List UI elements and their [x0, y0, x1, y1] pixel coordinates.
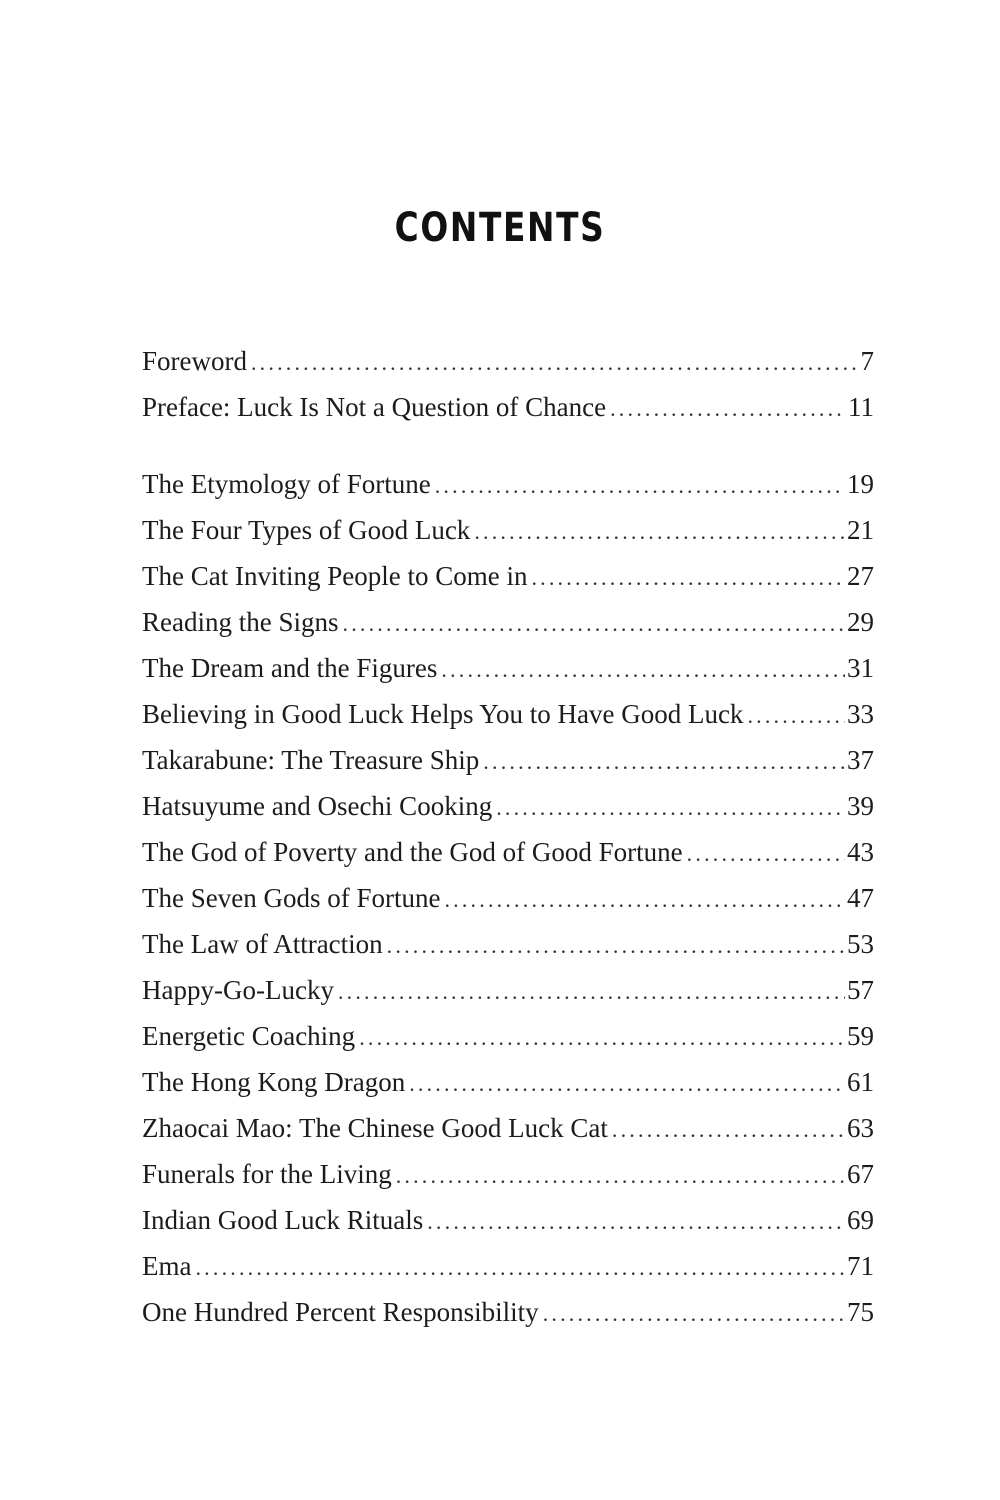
toc-entry-title: The Four Types of Good Luck	[142, 515, 471, 545]
toc-entry-title: Hatsuyume and Osechi Cooking	[142, 791, 493, 821]
toc-entry-page: 31	[847, 653, 874, 683]
toc-entry[interactable]	[142, 783, 874, 829]
toc-entry[interactable]	[142, 1197, 874, 1243]
dot-leader	[610, 386, 846, 430]
toc-entry-title: The Hong Kong Dragon	[142, 1067, 406, 1097]
toc-entry[interactable]	[142, 1059, 874, 1105]
toc-entry-title: Zhaocai Mao: The Chinese Good Luck Cat	[142, 1113, 608, 1143]
dot-leader	[531, 555, 845, 599]
toc-entry-title: Funerals for the Living	[142, 1159, 392, 1189]
toc-entry-title: Takarabune: The Treasure Ship	[142, 745, 480, 775]
dot-leader	[427, 1199, 845, 1243]
toc-entry[interactable]	[142, 645, 874, 691]
toc-entry[interactable]	[142, 875, 874, 921]
dot-leader	[612, 1107, 845, 1151]
toc-entry-page: 53	[847, 929, 874, 959]
toc-entry-page: 11	[848, 392, 874, 422]
toc-entry[interactable]	[142, 384, 874, 430]
toc-entry-page: 7	[860, 346, 874, 376]
toc-entry-title: The God of Poverty and the God of Good Fortune	[142, 837, 683, 867]
toc-entry-title: The Seven Gods of Fortune	[142, 883, 441, 913]
toc-entry-page: 29	[847, 607, 874, 637]
dot-leader	[343, 601, 846, 645]
toc-entry[interactable]	[142, 829, 874, 875]
toc-entry-page: 43	[847, 837, 874, 867]
dot-leader	[338, 969, 845, 1013]
toc-entry-page: 69	[847, 1205, 874, 1235]
toc-entry-title: Ema	[142, 1251, 192, 1281]
toc-entry[interactable]	[142, 599, 874, 645]
toc-entry-page: 47	[847, 883, 874, 913]
toc-entry-page: 71	[847, 1251, 874, 1281]
toc-entry-page: 33	[847, 699, 874, 729]
dot-leader	[195, 1245, 845, 1289]
dot-leader	[444, 877, 845, 921]
toc-entry[interactable]	[142, 1013, 874, 1059]
toc-entry[interactable]	[142, 1243, 874, 1289]
toc-front-matter	[142, 338, 874, 430]
dot-leader	[687, 831, 845, 875]
toc-entry[interactable]	[142, 1289, 874, 1335]
toc-entry-page: 27	[847, 561, 874, 591]
toc-entry[interactable]	[142, 461, 874, 507]
toc-entry-title: The Dream and the Figures	[142, 653, 438, 683]
toc-entry[interactable]	[142, 691, 874, 737]
dot-leader	[543, 1291, 845, 1335]
dot-leader	[409, 1061, 845, 1105]
toc-entry-page: 37	[847, 745, 874, 775]
toc-entry-page: 57	[847, 975, 874, 1005]
toc-entry[interactable]	[142, 921, 874, 967]
toc-entry-page: 59	[847, 1021, 874, 1051]
dot-leader	[483, 739, 845, 783]
toc-entry-title: Happy-Go-Lucky	[142, 975, 334, 1005]
toc-entry[interactable]	[142, 1151, 874, 1197]
toc-entry-title: Reading the Signs	[142, 607, 339, 637]
toc-entry[interactable]	[142, 1105, 874, 1151]
toc-entry-page: 63	[847, 1113, 874, 1143]
toc-entry[interactable]	[142, 737, 874, 783]
dot-leader	[474, 509, 845, 553]
toc-entry-page: 67	[847, 1159, 874, 1189]
toc-entry-page: 75	[847, 1297, 874, 1327]
toc-entry-title: The Law of Attraction	[142, 929, 383, 959]
toc-entry-title: Foreword	[142, 346, 247, 376]
toc-entry-title: Preface: Luck Is Not a Question of Chance	[142, 392, 607, 422]
toc-entry-title: Believing in Good Luck Helps You to Have Good Luck	[142, 699, 744, 729]
dot-leader	[359, 1015, 845, 1059]
toc-entry[interactable]	[142, 553, 874, 599]
toc-entry-page: 39	[847, 791, 874, 821]
dot-leader	[441, 647, 845, 691]
toc-entry[interactable]	[142, 507, 874, 553]
dot-leader	[396, 1153, 845, 1197]
dot-leader	[496, 785, 845, 829]
toc-entry[interactable]	[142, 338, 874, 384]
dot-leader	[747, 693, 845, 737]
toc-entry-title: One Hundred Percent Responsibility	[142, 1297, 539, 1327]
toc-entry-page: 61	[847, 1067, 874, 1097]
toc-entry-title: Energetic Coaching	[142, 1021, 356, 1051]
toc-entry-title: The Etymology of Fortune	[142, 469, 431, 499]
toc-entry-page: 19	[847, 469, 874, 499]
toc-chapters	[142, 461, 874, 1335]
page-title: CONTENTS	[394, 204, 606, 251]
dot-leader	[435, 463, 845, 507]
toc-entry-title: Indian Good Luck Rituals	[142, 1205, 424, 1235]
toc-entry-title: The Cat Inviting People to Come in	[142, 561, 528, 591]
toc-entry-page: 21	[847, 515, 874, 545]
dot-leader	[251, 340, 859, 384]
dot-leader	[387, 923, 845, 967]
toc-entry[interactable]	[142, 967, 874, 1013]
